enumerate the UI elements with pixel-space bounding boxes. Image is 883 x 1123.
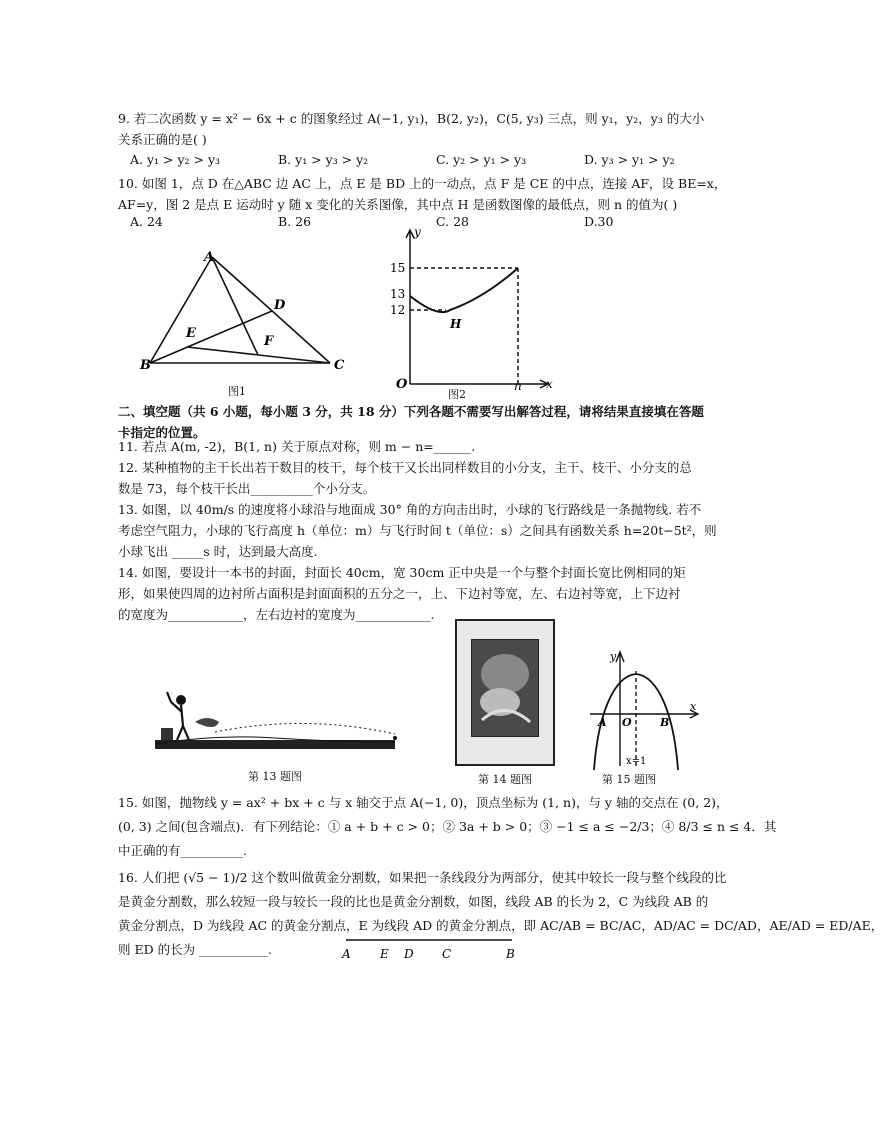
- figure-2-caption: 图2: [448, 388, 466, 401]
- question-15: [118, 791, 777, 863]
- fig15-point-b: B: [660, 716, 670, 729]
- fig15-x-label: x: [690, 700, 697, 713]
- figure-14-book-cover: [455, 619, 555, 766]
- fig1-label-a: A: [204, 250, 215, 265]
- fig1-label-b: B: [140, 358, 151, 373]
- q16-line4: 则 ED 的长为 ___________.: [118, 942, 272, 957]
- questions-11-14: [118, 436, 717, 625]
- q9-options: [118, 152, 698, 172]
- segment-label-b: B: [506, 947, 515, 961]
- fig2-origin-label: O: [396, 377, 408, 392]
- q12-line2: 数是 73，每个枝干长出__________个小分支。: [118, 481, 376, 496]
- q15-line3: 中正确的有__________.: [118, 843, 247, 858]
- figure-14-caption: 第 14 题图: [478, 773, 532, 786]
- q12-line1: 12. 某种植物的主干长出若干数目的枝干，每个枝干又长出同样数目的小分支，主干、枝干、小分支的总: [118, 460, 692, 475]
- q10-option-b[interactable]: B. 26: [278, 214, 312, 229]
- q14-line1: 14. 如图，要设计一本书的封面，封面长 40cm，宽 30cm 正中央是一个与整个封面长宽比例相同的矩: [118, 565, 686, 580]
- q9-option-c[interactable]: C. y₂ > y₁ > y₃: [436, 152, 527, 167]
- segment-label-e: E: [380, 947, 389, 961]
- q9-option-d[interactable]: D. y₃ > y₁ > y₂: [584, 152, 675, 167]
- q9-option-b[interactable]: B. y₁ > y₃ > y₂: [278, 152, 369, 167]
- q16-line1: 16. 人们把 (√5 − 1)/2 这个数叫做黄金分割数，如果把一条线段分为两部分，使其中较长一段与整个线段的比: [118, 870, 727, 885]
- q10-option-c[interactable]: C. 28: [436, 214, 469, 229]
- fig1-label-c: C: [334, 358, 345, 373]
- question-9: [118, 108, 705, 150]
- fig2-tick-12: 12: [390, 303, 406, 317]
- q13-line1: 13. 如图，以 40m/s 的速度将小球沿与地面成 30° 角的方向击出时，小球的飞行路线是一条抛物线. 若不: [118, 502, 702, 517]
- golfer-head: [176, 695, 186, 705]
- fig2-tick-13: 13: [390, 287, 406, 301]
- q10-line2: AF=y，图 2 是点 E 运动时 y 随 x 变化的关系图像，其中点 H 是函数图像的最低点，则 n 的值为( ): [118, 197, 678, 212]
- cover-inner-picture: [471, 639, 539, 737]
- figure-2-graph: [388, 224, 568, 394]
- q14-line2: 形，如果使四周的边衬所占面积是封面面积的五分之一，上、下边衬等宽，左、右边衬等宽，上下边衬: [118, 586, 681, 601]
- q16-line3: 黄金分割点，D 为线段 AC 的黄金分割点，E 为线段 AD 的黄金分割点，即 AC/AB = BC/AC，AD/AC = DC/AD，AE/AD = ED/AE，: [118, 918, 883, 933]
- fig1-label-f: F: [264, 334, 274, 349]
- question-10: [118, 173, 727, 215]
- q9-option-a[interactable]: A. y₁ > y₂ > y₃: [130, 152, 221, 167]
- segment-label-c: C: [442, 947, 452, 961]
- figure-16-segment: [336, 934, 526, 964]
- figure-13-caption: 第 13 题图: [248, 770, 302, 783]
- q9-line1: 9. 若二次函数 y = x² − 6x + c 的图象经过 A(−1, y₁)，B(2, y₂)，C(5, y₃) 三点，则 y₁，y₂，y₃ 的大小: [118, 111, 705, 126]
- q10-option-a[interactable]: A. 24: [130, 214, 163, 229]
- q15-line2: (0, 3) 之间(包含端点)．有下列结论：① a + b + c > 0；② 3a + b > 0；③ −1 ≤ a ≤ −2/3；④ 8/3 ≤ n ≤ 4．其: [118, 819, 777, 834]
- figure-1-triangle: [138, 245, 358, 385]
- fig2-n-label: n: [514, 379, 522, 393]
- segment-label-a: A: [342, 947, 351, 961]
- fig1-label-d: D: [274, 298, 286, 313]
- q13-line2: 考虑空气阻力，小球的飞行高度 h（单位：m）与飞行时间 t（单位：s）之间具有函数关系 h=20t−5t²，则: [118, 523, 717, 538]
- q16-line2: 是黄金分割数，那么较短一段与较长一段的比也是黄金分割数，如图，线段 AB 的长为 2，C 为线段 AB 的: [118, 894, 709, 909]
- fig2-h-label: H: [450, 317, 462, 331]
- fig15-point-a: A: [598, 716, 607, 729]
- section-2-heading-line1: 二、填空题（共 6 小题，每小题 3 分，共 18 分）下列各题不需要写出解答过程，请将结果直接填在答题: [118, 404, 704, 419]
- fig2-y-axis-label: y: [414, 225, 421, 239]
- figure-15-parabola: [584, 648, 704, 770]
- cover-picture-art: [472, 640, 538, 736]
- fig1-label-e: E: [186, 326, 196, 341]
- section-2-heading-line2: 卡指定的位置。: [118, 425, 206, 440]
- figure-15-caption: 第 15 题图: [602, 773, 656, 786]
- segment-label-d: D: [404, 947, 414, 961]
- q13-line3: 小球飞出 _____s 时，达到最大高度.: [118, 544, 318, 559]
- fig2-x-axis-label: x: [546, 377, 553, 391]
- fig2-tick-15: 15: [390, 261, 406, 275]
- q10-option-d[interactable]: D.30: [584, 214, 614, 229]
- q11-text: 11. 若点 A(m, -2)，B(1, n) 关于原点对称，则 m − n=______.: [118, 439, 476, 454]
- fig15-origin: O: [622, 716, 632, 729]
- fig15-y-label: y: [610, 650, 617, 663]
- figure-13-golfer: [155, 688, 410, 760]
- fig15-axis-label: x=1: [626, 756, 647, 767]
- q15-line1: 15. 如图，抛物线 y = ax² + bx + c 与 x 轴交于点 A(−1, 0)，顶点坐标为 (1, n)，与 y 轴的交点在 (0, 2)，: [118, 795, 729, 810]
- q14-line3: 的宽度为____________，左右边衬的宽度为____________.: [118, 607, 435, 622]
- q9-line2: 关系正确的是( ): [118, 132, 207, 147]
- figure-1-caption: 图1: [228, 385, 246, 398]
- q10-line1: 10. 如图 1，点 D 在△ABC 边 AC 上，点 E 是 BD 上的一动点，点 F 是 CE 的中点，连接 AF，设 BE=x，: [118, 176, 727, 191]
